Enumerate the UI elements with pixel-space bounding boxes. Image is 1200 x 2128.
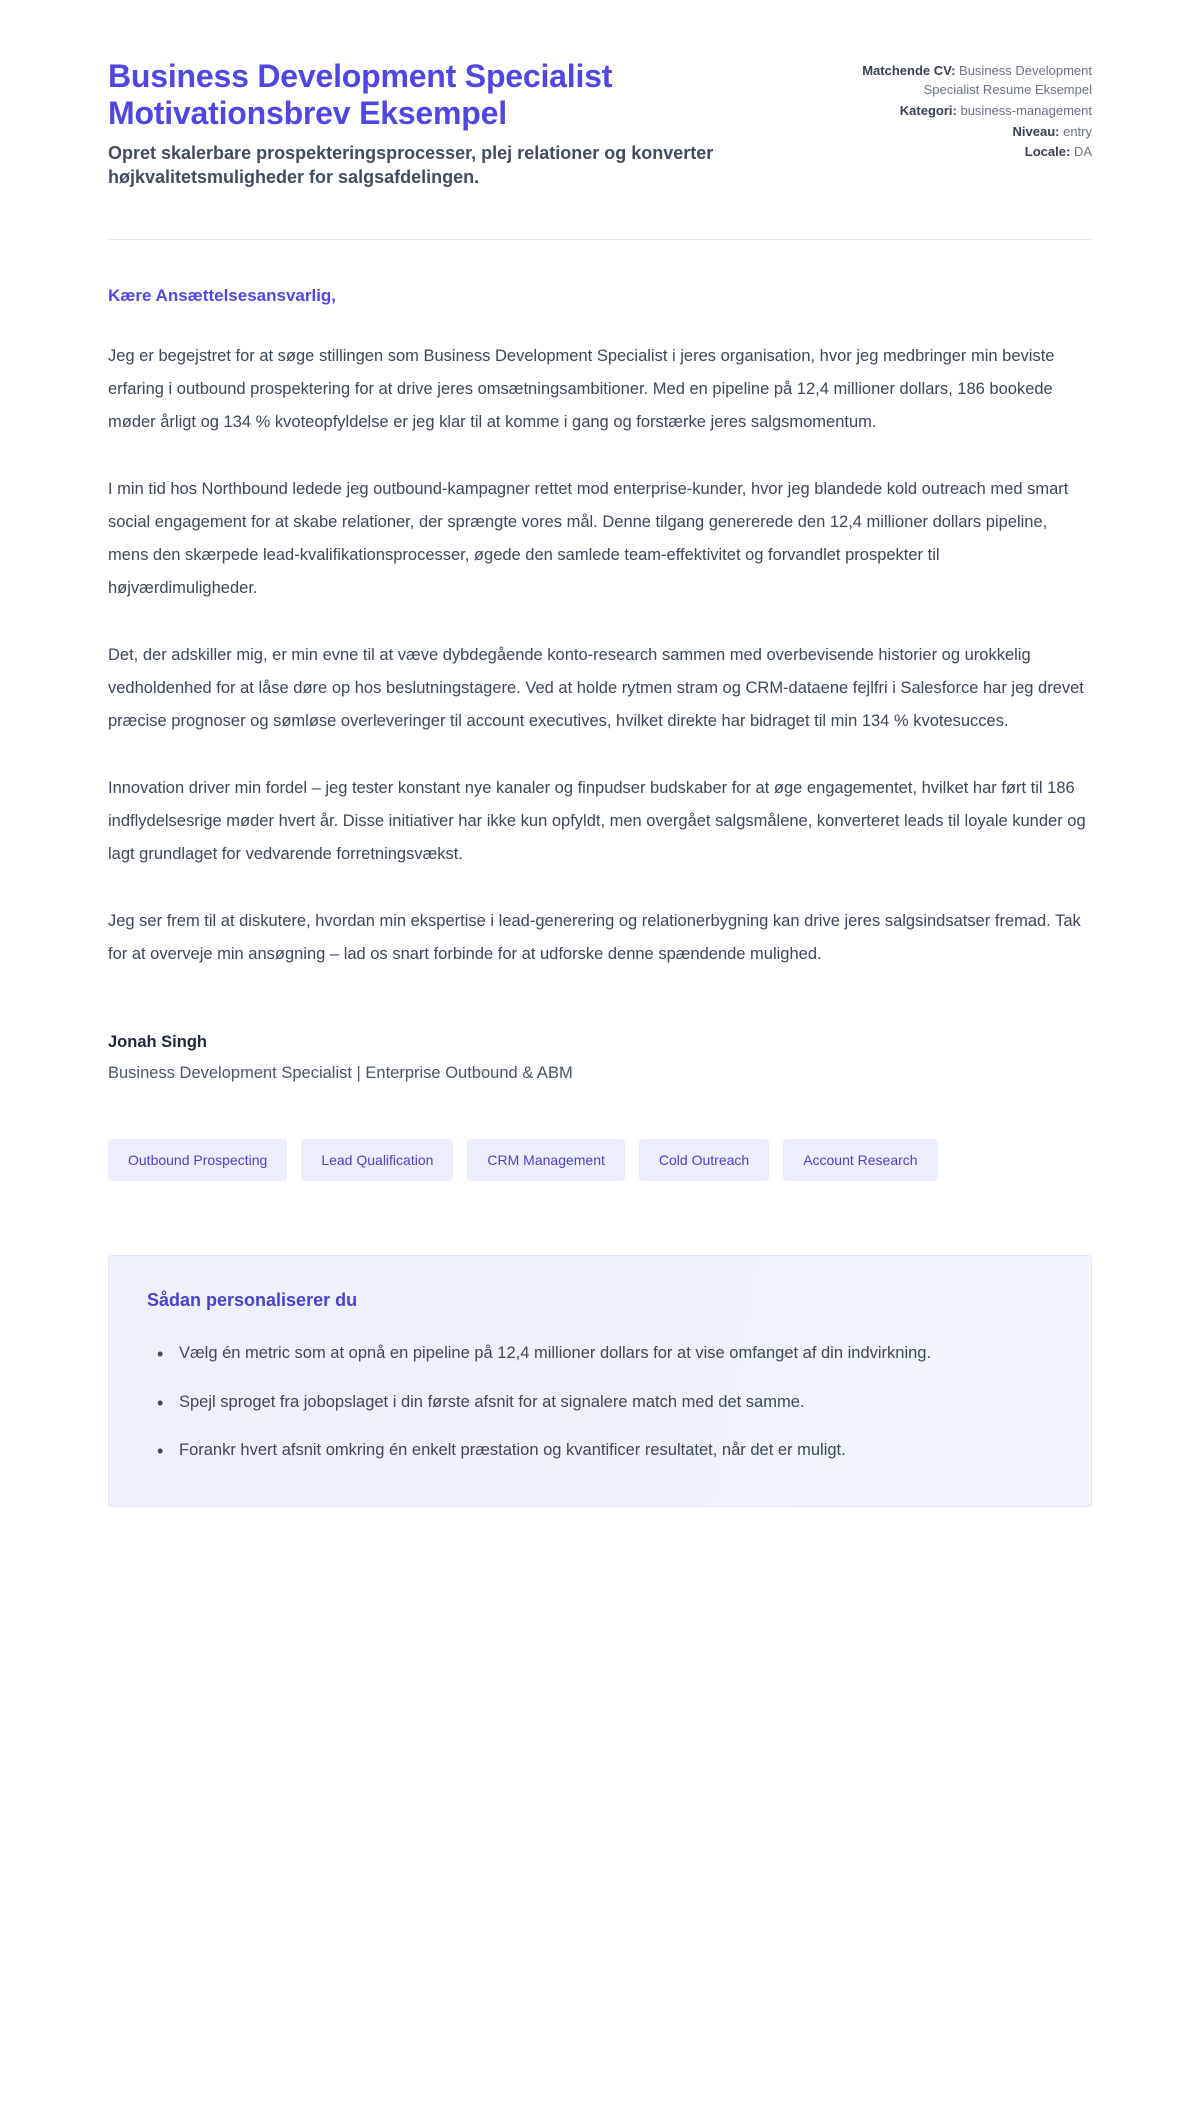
page-header [108,58,1092,189]
callout-tip-item: • Forankr hvert afsnit omkring én enkelt præstation og kvantificer resultatet, når det er muligt. [173,1434,1053,1466]
page-title: Business Development Specialist Motivationsbrev Eksempel [108,58,613,132]
metadata-value: business-management [960,102,1092,118]
skill-tag[interactable]: CRM Management [467,1139,625,1181]
metadata-value: entry [1063,123,1092,139]
skill-tag[interactable]: Lead Qualification [301,1139,453,1181]
metadata-row-locale [842,143,1092,162]
metadata-label: Locale: [1024,144,1071,160]
letter-paragraph: Innovation driver min fordel – jeg tester konstant nye kanaler og finpudser budskaber for at øge engagementet, hvilket har ført til 186 indflydelsesrige møder hvert år. Disse initiativer har ikke kun opfyldt, men overgået salgsmålene, konverteret leads til loyale kunder og lagt grundlaget for vedvarende forretningsvækst. [108,779,1086,864]
letter-paragraph: Det, der adskiller mig, er min evne til at væve dybdegående konto-research sammen med overbevisende historier og urokkelig vedholdenhed for at låse døre op hos beslutningstagere. Ved at holde rytmen stram og CRM-dataene fejlfri i Salesforce har jeg drevet præcise prognoser og sømløse overleveringer til account executives, hvilket direkte har bidraget til min 134 % kvotesucces. [108,646,1084,731]
metadata-row-level [842,123,1092,142]
callout-tip-item: • Vælg én metric som at opnå en pipeline på 12,4 millioner dollars for at vise omfanget af din indvirkning. [173,1337,1053,1369]
signature-block [108,1033,1092,1083]
letter-salutation: Kære Ansættelsesansvarlig, [108,286,337,306]
personalization-callout [108,1255,1092,1507]
metadata-row-category [842,102,1092,121]
callout-title: Sådan personaliserer du [147,1290,358,1311]
skill-tag[interactable]: Account Research [783,1139,937,1181]
header-text-block [108,58,748,189]
metadata-label: Kategori: [899,102,957,118]
signature-name: Jonah Singh [108,1033,207,1052]
letter-body [108,240,1092,971]
callout-tip-list [147,1337,1053,1466]
callout-tip-item: • Spejl sproget fra jobopslaget i din første afsnit for at signalere match med det samme. [173,1386,1053,1418]
letter-paragraph: Jeg er begejstret for at søge stillingen som Business Development Specialist i jeres organisation, hvor jeg medbringer min beviste erfaring i outbound prospektering for at drive jeres omsætningsambitioner. Med en pipeline på 12,4 millioner dollars, 186 bookede møder årligt og 134 % kvoteopfyldelse er jeg klar til at komme i gang og forstærke jeres salgsmomentum. [108,347,1055,432]
skill-tag-list [108,1139,1092,1181]
signature-role: Business Development Specialist | Enterprise Outbound & ABM [108,1064,573,1083]
metadata-value: Business Development Specialist Resume Eksempel [923,63,1092,97]
page-subtitle: Opret skalerbare prospekteringsprocesser, plej relationer og konverter højkvalitetsmuligheder for salgsafdelingen. [108,142,714,188]
metadata-label: Niveau: [1012,123,1060,139]
skill-tag[interactable]: Cold Outreach [639,1139,769,1181]
skill-tag[interactable]: Outbound Prospecting [108,1139,287,1181]
letter-paragraph: Jeg ser frem til at diskutere, hvordan min ekspertise i lead-generering og relationerbygning kan drive jeres salgsindsatser fremad. Tak for at overveje min ansøgning – lad os snart forbinde for at udforske denne spændende mulighed. [108,912,1081,964]
metadata-value: DA [1073,144,1092,160]
letter-paragraph: I min tid hos Northbound ledede jeg outbound-kampagner rettet mod enterprise-kunder, hvor jeg blandede kold outreach med smart social engagement for at skabe relationer, der sprængte vores mål. Denne tilgang genererede den 12,4 millioner dollars pipeline, mens den skærpede lead-kvalifikationsprocesser, øgede den samlede team-effektivitet og forvandlet prospekter til højværdimuligheder. [108,480,1069,598]
document-metadata [842,58,1092,164]
metadata-label: Matchende CV: [862,63,956,78]
metadata-row-matching-resume [842,62,1092,100]
